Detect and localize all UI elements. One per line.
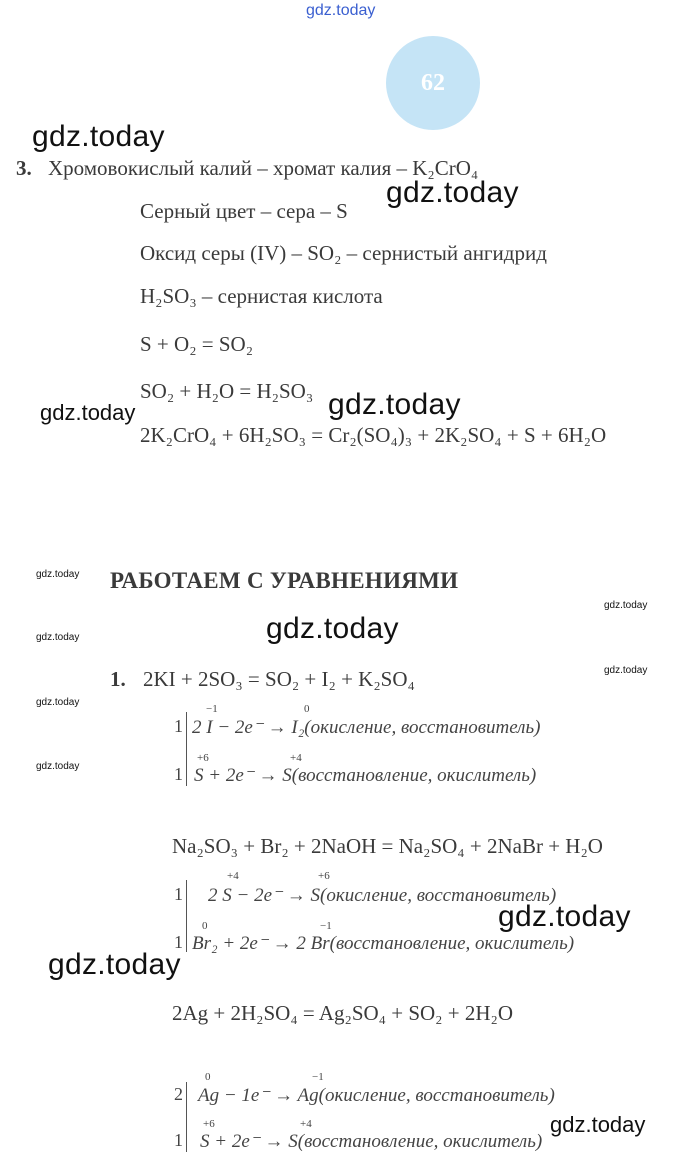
equation: Na₂SO₃ + Br₂ + 2NaOH = Na₂SO₄ + 2NaBr + H₂O (172, 834, 603, 858)
watermark: gdz.today (266, 612, 399, 645)
task3-line: Серный цвет – сера – S (140, 199, 348, 223)
oxidation-state: +4 (290, 752, 302, 764)
oxidation-state: +6 (203, 1118, 215, 1130)
half-reaction: 2 S − 2e⁻ → S(окисление, восстановитель) (208, 885, 557, 906)
equation: S + O₂ = SO₂ (140, 332, 254, 356)
half-reaction: 2 I − 2e⁻ → I₂(окисление, восстановитель) (192, 717, 541, 738)
task-number: 3. (16, 156, 32, 180)
balance-coefficient: 1 (174, 716, 183, 736)
equation: 2KI + 2SO₃ = SO₂ + I₂ + K₂SO₄ (143, 667, 415, 691)
watermark: gdz.today (498, 900, 631, 933)
oxidation-state: −1 (206, 703, 218, 715)
watermark: gdz.today (386, 176, 519, 209)
half-reaction: Ag − 1e⁻ → Ag(окисление, восстановитель) (198, 1085, 555, 1106)
page-number-badge (386, 36, 480, 130)
watermark-top: gdz.today (306, 2, 376, 19)
oxidation-state: −1 (320, 920, 332, 932)
balance-coefficient: 1 (174, 932, 183, 952)
oxidation-state: +6 (197, 752, 209, 764)
task3-line: Хромовокислый калий – хромат калия – K₂CrO₄ (48, 156, 479, 180)
half-reaction: S + 2e⁻ → S(восстановление, окислитель) (200, 1131, 543, 1152)
balance-coefficient: 1 (174, 1130, 183, 1150)
task3-line: Оксид серы (IV) – SO₂ – сернистый ангидрид (140, 241, 547, 265)
watermark-small: gdz.today (604, 600, 648, 611)
balance-coefficient: 2 (174, 1084, 183, 1104)
page-number: 62 (421, 69, 445, 96)
watermark: gdz.today (328, 388, 461, 421)
oxidation-state: 0 (205, 1071, 211, 1083)
watermark-small: gdz.today (36, 632, 80, 643)
task-number: 1. (110, 667, 126, 691)
oxidation-state: +6 (318, 870, 330, 882)
equation: 2Ag + 2H₂SO₄ = Ag₂SO₄ + SO₂ + 2H₂O (172, 1001, 514, 1025)
oxidation-state: +4 (227, 870, 239, 882)
balance-brace (186, 880, 187, 952)
watermark: gdz.today (550, 1112, 646, 1137)
watermark-small: gdz.today (36, 761, 80, 772)
half-reaction: Br₂ + 2e⁻ → 2 Br(восстановление, окислитель) (192, 933, 575, 954)
balance-coefficient: 1 (174, 884, 183, 904)
balance-coefficient: 1 (174, 764, 183, 784)
oxidation-state: −1 (312, 1071, 324, 1083)
equation: 2K₂CrO₄ + 6H₂SO₃ = Cr₂(SO₄)₃ + 2K₂SO₄ + S + 6H₂O (140, 423, 607, 447)
watermark-small: gdz.today (36, 569, 80, 580)
half-reaction: S + 2e⁻ → S(восстановление, окислитель) (194, 765, 537, 786)
watermark-small: gdz.today (604, 665, 648, 676)
watermark: gdz.today (48, 948, 181, 981)
section-heading: РАБОТАЕМ С УРАВНЕНИЯМИ (110, 568, 459, 593)
balance-brace (186, 1082, 187, 1152)
oxidation-state: 0 (304, 703, 310, 715)
watermark-small: gdz.today (36, 697, 80, 708)
balance-brace (186, 712, 187, 786)
oxidation-state: +4 (300, 1118, 312, 1130)
watermark: gdz.today (32, 120, 165, 153)
equation: SO₂ + H₂O = H₂SO₃ (140, 379, 314, 403)
task3-line: H₂SO₃ – сернистая кислота (140, 284, 383, 308)
watermark: gdz.today (40, 400, 136, 425)
oxidation-state: 0 (202, 920, 208, 932)
